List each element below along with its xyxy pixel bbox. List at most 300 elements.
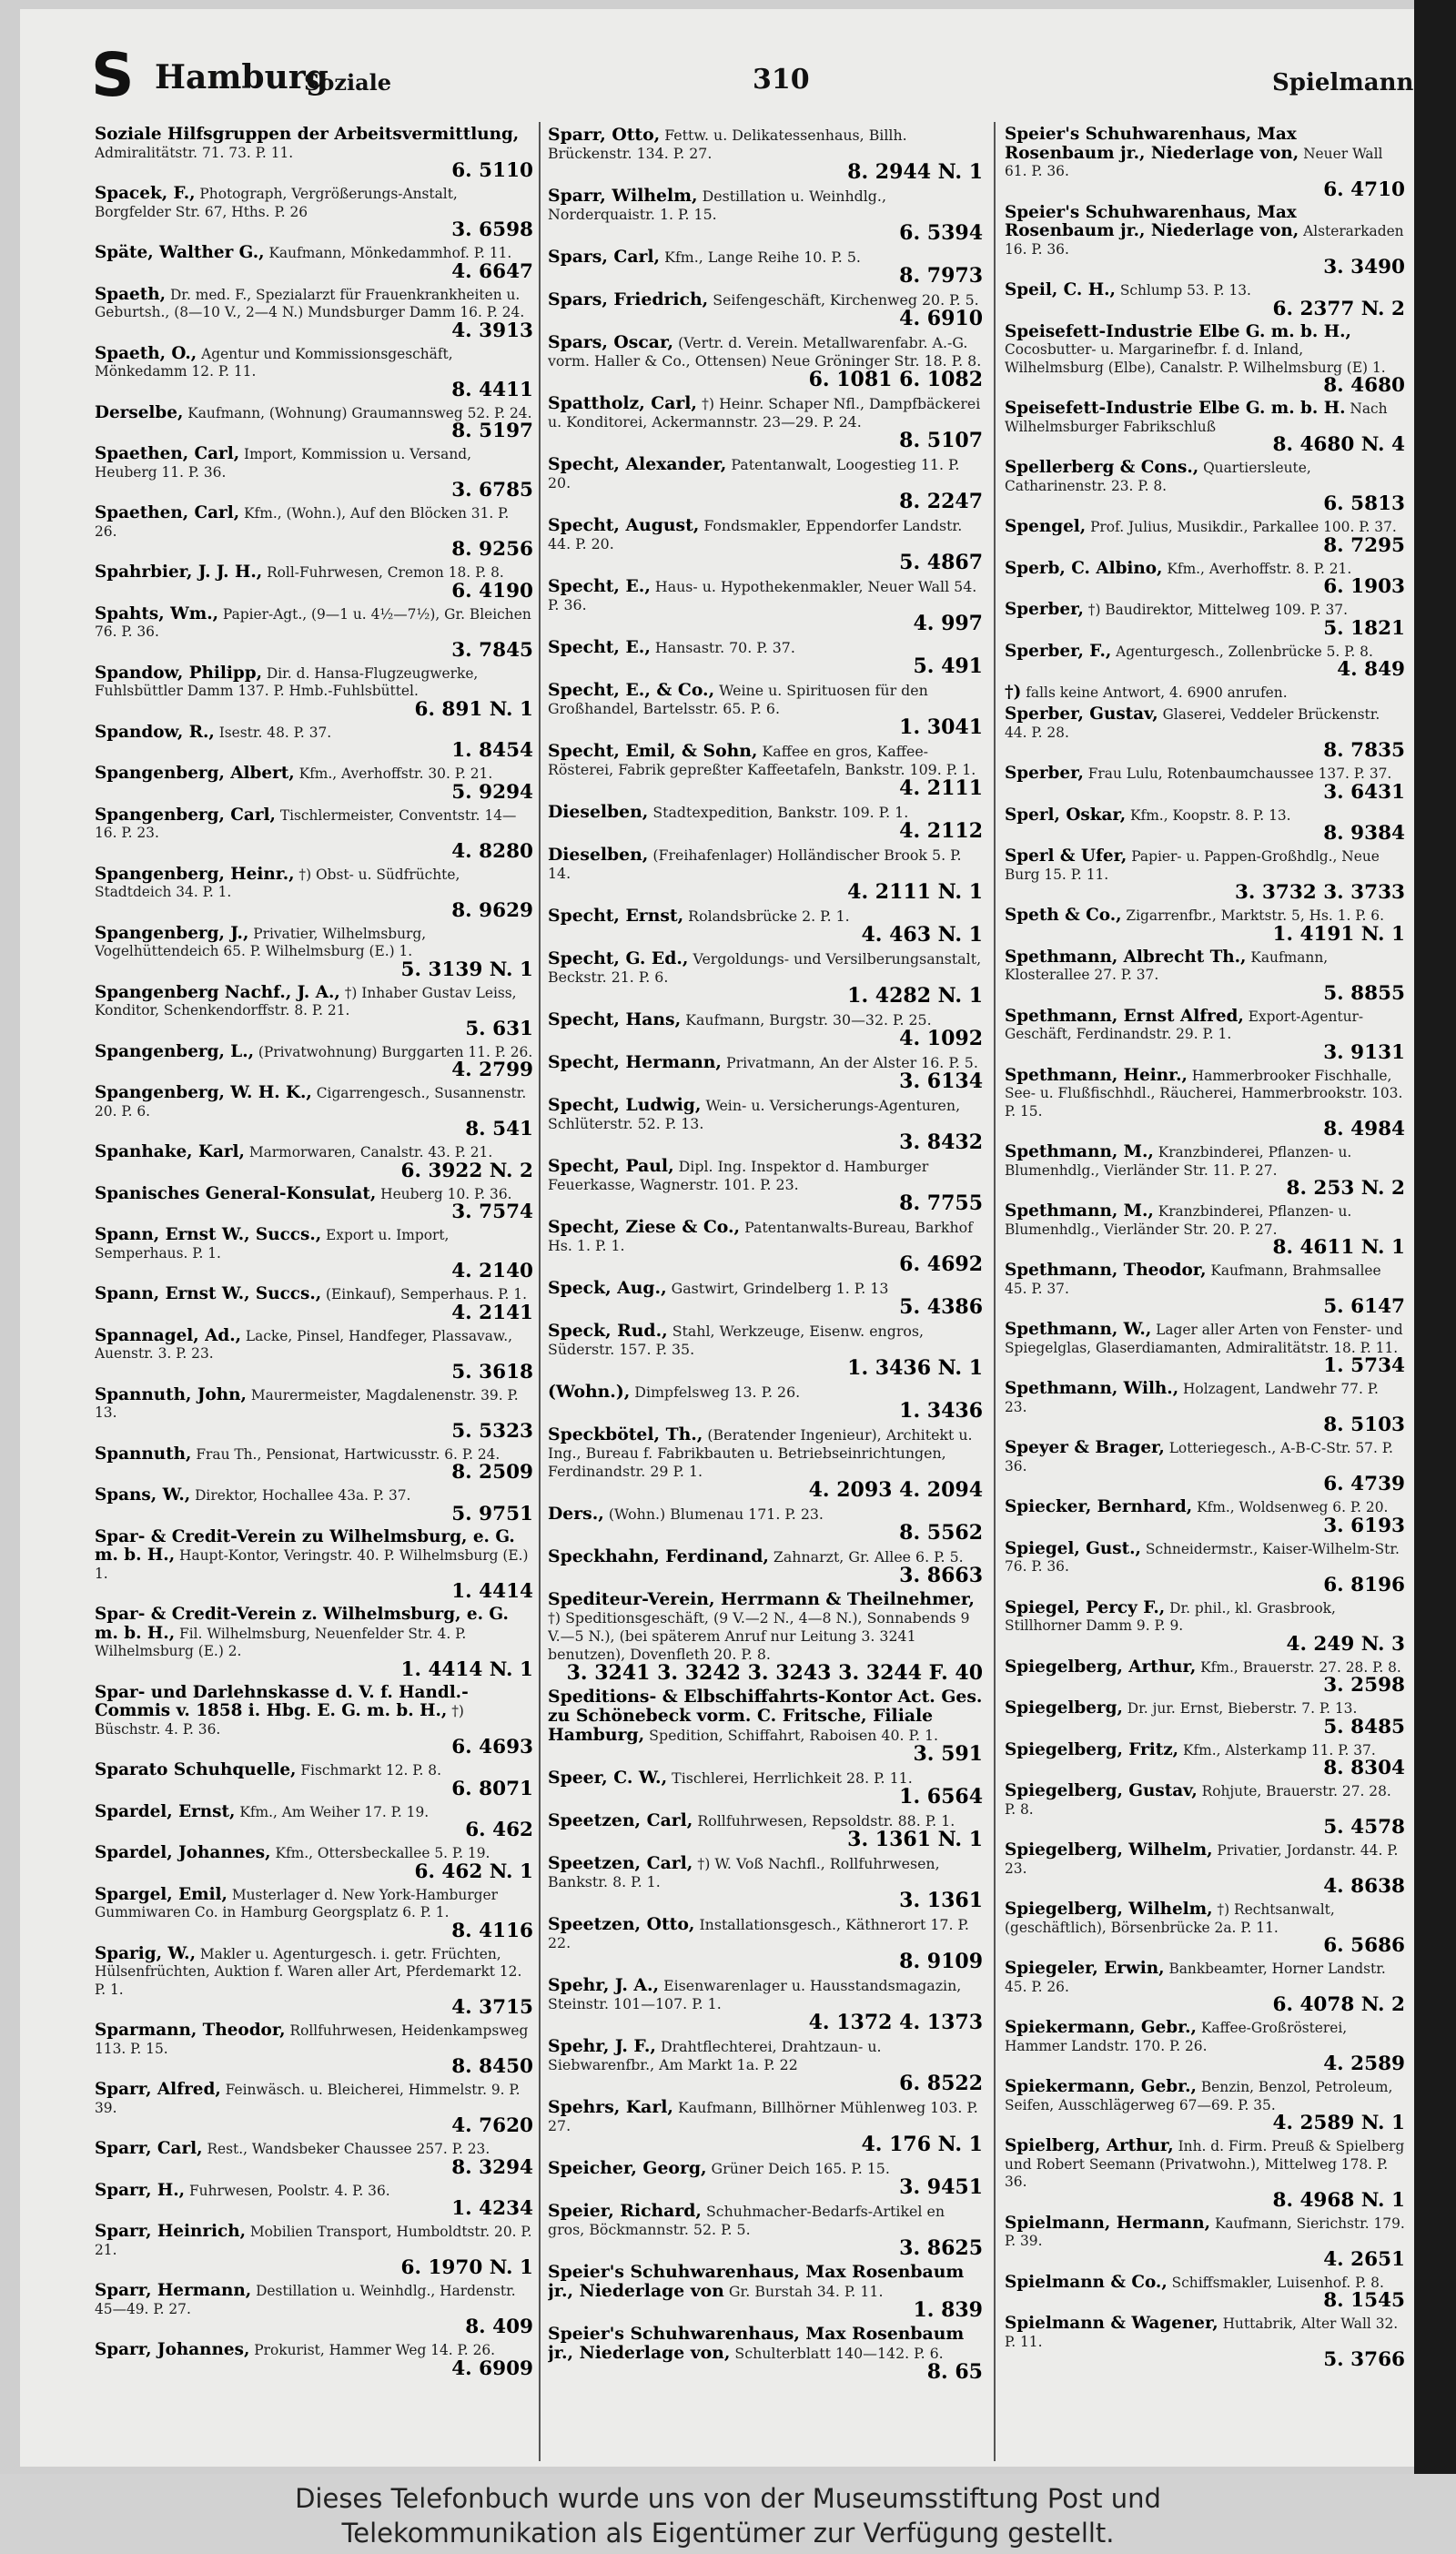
entry-name: Spethmann, Heinr., [1005, 1065, 1188, 1085]
entry-phone-line [1005, 533, 1405, 557]
entry-name: Spiegelberg, Wilhelm, [1005, 1840, 1213, 1860]
entry-phone: 4. 8638 [1323, 1875, 1405, 1898]
entry-name: Spiegelberg, Gustav, [1005, 1781, 1198, 1800]
entry-name: Sperber, F., [1005, 641, 1112, 661]
entry-name: Specht, Alexander, [548, 454, 727, 474]
directory-entry [95, 866, 533, 922]
entry-details: Kfm., (Wohn.), Auf den Blöcken 31. P. 26. [95, 505, 510, 540]
entry-name: Spethmann, Theodor, [1005, 1261, 1207, 1280]
entry-details: Papier-Agt., (9—1 u. 4½—7½), Gr. Bleichen 76. P. 36. [95, 605, 531, 640]
entry-phone-line [95, 697, 533, 721]
entry-name: Spaeth, O., [95, 343, 197, 363]
entry-phone: 1. 6564 [899, 1785, 983, 1809]
directory-page [20, 9, 1414, 2467]
city-title: Hamburg [155, 58, 329, 96]
entry-name: Speck, Rud., [548, 1321, 668, 1341]
entry-phone: 4. 3913 [451, 319, 533, 342]
entry-phone: 4. 2589 [1323, 2052, 1405, 2075]
entry-name: Derselbe, [95, 402, 184, 422]
entry-details: Kaufmann, Mönkedammhof. P. 11. [268, 245, 512, 261]
entry-details: (Vertr. d. Verein. Metallwarenfabr. A.-G. vorm. Haller & Co., Ottensen) Neue Gröninger Str. 18. P. 8. [548, 334, 982, 370]
entry-name: Spardel, Ernst, [95, 1801, 236, 1821]
directory-entry [548, 1976, 983, 2033]
entry-phone-line [548, 160, 983, 184]
entry-phone: 1. 5734 [1323, 1354, 1405, 1377]
entry-phone: 1. 4282 N. 1 [847, 984, 983, 1008]
entry-phone: 4. 249 N. 3 [1286, 1632, 1405, 1656]
entry-phone: 1. 4234 [451, 2197, 533, 2220]
directory-entry [95, 2081, 533, 2137]
entry-phone: 8. 541 [465, 1118, 533, 1140]
entry-phone: 5. 3618 [451, 1360, 533, 1383]
entry-phone: 8. 5103 [1323, 1414, 1405, 1436]
directory-entry [1005, 518, 1405, 556]
entry-phone: 4. 6647 [451, 259, 533, 283]
directory-entry [1005, 400, 1405, 456]
entry-details: Schiffsmakler, Luisenhof. P. 8. [1171, 2274, 1384, 2291]
entry-name: Spethmann, M., [1005, 1201, 1154, 1221]
entry-details: Glaserei, Veddeler Brückenstr. 44. P. 28. [1005, 706, 1380, 741]
directory-entry [1005, 204, 1405, 279]
entry-name: Speicher, Georg, [548, 2158, 707, 2178]
entry-name: Sparr, Johannes, [95, 2340, 250, 2359]
entry-details: Quartiersleute, Catharinenstr. 23. P. 8. [1005, 460, 1311, 494]
entry-phone: 8. 253 N. 2 [1286, 1177, 1405, 1200]
entry-phone-line [1005, 492, 1405, 515]
entry-details: Privatier, Jordanstr. 44. P. 23. [1005, 1842, 1399, 1877]
entry-phone: 3. 7845 [451, 638, 533, 662]
entry-details: Privatmann, An der Alster 16. P. 5. [726, 1054, 978, 1071]
directory-entry [548, 907, 983, 946]
entry-name: Spehrs, Karl, [548, 2097, 673, 2117]
entry-details: Agenturgesch., Zollenbrücke 5. P. 8. [1116, 643, 1373, 660]
entry-name: Spangenberg, W. H. K., [95, 1083, 312, 1102]
entry-phone: 6. 8522 [899, 2072, 983, 2095]
entry-name: Spangenberg Nachf., J. A., [95, 982, 340, 1002]
entry-details: Dir. d. Hansa-Flugzeugwerke, Fuhlsbüttler Damm 137. P. Hmb.-Fuhlsbüttel. [95, 664, 479, 699]
entry-details: †) Speditionsgeschäft, (9 V.—2 N., 4—8 N.), Sonnabends 9 V.—5 N.), (bei späterem Anruf nur Leitung 3. 3241 benutzen), Dovenfleth 20. P. 8. [548, 1609, 970, 1663]
entry-phone-line [1005, 297, 1405, 320]
entry-phone-line [95, 1017, 533, 1040]
entry-name: Spar- & Credit-Verein zu Wilhelmsburg, e. G. m. b. H., [95, 1526, 515, 1565]
entry-name: Spardel, Johannes, [95, 1843, 271, 1862]
entry-name: Speckhahn, Ferdinand, [548, 1546, 769, 1566]
directory-entry [1005, 907, 1405, 945]
directory-entry [95, 445, 533, 502]
entry-name: Spahrbier, J. J. H., [95, 562, 263, 582]
entry-phone: 4. 7620 [451, 2114, 533, 2137]
directory-entry [548, 1157, 983, 1214]
entry-details: Schneidermstr., Kaiser-Wilhelm-Str. 76. P. 36. [1005, 1540, 1400, 1575]
entry-phone-line [548, 1785, 983, 1809]
directory-entry [1005, 643, 1405, 681]
directory-entry [548, 638, 983, 677]
entry-phone-line [1005, 1715, 1405, 1738]
entry-name: Sparr, H., [95, 2180, 186, 2200]
entry-phone-line [95, 1657, 533, 1681]
entry-phone-line [95, 159, 533, 182]
entry-name: Specht, E., & Co., [548, 680, 715, 700]
entry-details: Cocosbutter- u. Margarinefbr. f. d. Inland, Wilhelmsburg (Elbe), Canalstr. P. Wilhelmsburg (E) 1. [1005, 341, 1386, 376]
entry-phone: 8. 5107 [899, 429, 983, 452]
directory-entry [548, 1425, 983, 1501]
entry-phone-line [548, 1191, 983, 1215]
entry-phone: 5. 3139 N. 1 [400, 958, 533, 981]
entry-details: Neuer Wall 61. P. 36. [1005, 145, 1383, 179]
entry-name: Speetzen, Carl, [548, 1853, 693, 1873]
entry-details: Photograph, Vergrößerungs-Anstalt, Borgfelder Str. 67, Hths. P. 26 [95, 186, 458, 220]
directory-entry [1005, 1262, 1405, 1318]
entry-phone-line [95, 1159, 533, 1182]
directory-entry [1005, 281, 1405, 319]
entry-phone: 3. 6598 [451, 218, 533, 241]
listing-column-1 [95, 126, 533, 2456]
entry-phone: 3. 1361 [899, 1889, 983, 1912]
directory-entry [95, 1226, 533, 1282]
entry-name: Sparr, Wilhelm, [548, 186, 698, 206]
entry-name: Spethmann, Albrecht Th., [1005, 947, 1247, 967]
entry-name: Speisefett-Industrie Elbe G. m. b. H. [1005, 399, 1346, 418]
entry-phone-line [95, 1821, 533, 1841]
entry-details: Export u. Import, Semperhaus. P. 1. [95, 1227, 450, 1262]
entry-name: Spielmann & Wagener, [1005, 2314, 1218, 2333]
page-number: 310 [753, 64, 810, 96]
entry-phone-line [95, 1461, 533, 1484]
entry-phone: 3. 7574 [451, 1201, 533, 1223]
entry-phone-line [95, 2256, 533, 2279]
directory-entry [1005, 1143, 1405, 1200]
entry-phone-line [1005, 177, 1405, 201]
entry-phone-line [1005, 1236, 1405, 1259]
entry-phone: 6. 4739 [1323, 1473, 1405, 1495]
entry-phone-line [548, 1952, 983, 1972]
entry-phone: 8. 7295 [1323, 533, 1405, 557]
entry-phone: 1. 3436 N. 1 [847, 1356, 983, 1380]
entry-phone-line [95, 538, 533, 561]
entry-phone-line [1005, 1993, 1405, 2016]
entry-details: Vergoldungs- und Versilberungsanstalt, Beckstr. 21. P. 6. [548, 950, 982, 986]
entry-phone-line [548, 2236, 983, 2260]
directory-entry [1005, 1202, 1405, 1259]
entry-details: Wein- u. Versicherungs-Agenturen, Schlüterstr. 52. P. 13. [548, 1097, 961, 1132]
entry-name: Specht, Ludwig, [548, 1095, 702, 1115]
entry-phone-line [1005, 780, 1405, 804]
entry-details: Eisenwarenlager u. Hausstandsmagazin, Steinstr. 101—107. P. 1. [548, 1977, 962, 2012]
directory-entry [1005, 847, 1405, 904]
entry-phone-line [1005, 258, 1405, 279]
entry-phone: 8. 5562 [899, 1521, 983, 1545]
entry-phone-line [95, 1860, 533, 1883]
directory-entry [95, 404, 533, 442]
entry-phone: 3. 9131 [1323, 1040, 1405, 1064]
entry-details: †) Rechtsanwalt, (geschäftlich), Börsenbrücke 2a. P. 11. [1005, 1901, 1335, 1936]
entry-name: Spethmann, Ernst Alfred, [1005, 1006, 1244, 1026]
entry-details: Makler u. Agenturgesch. i. getr. Früchten, Hülsenfrüchten, Auktion f. Waren aller Art, Pferdemarkt 12. P. 1. [95, 1945, 522, 1998]
entry-phone-line [548, 2013, 983, 2033]
entry-phone: 1. 4414 [451, 1580, 533, 1603]
entry-name: Spielberg, Arthur, [1005, 2136, 1174, 2155]
entry-details: Frau Lulu, Rotenbaumchaussee 137. P. 37. [1087, 765, 1392, 782]
entry-phone-line [1005, 1514, 1405, 1537]
entry-phone: 4. 6910 [899, 307, 983, 330]
entry-phone-line [548, 221, 983, 245]
directory-entry [95, 806, 533, 863]
entry-details: Dimpfelsweg 13. P. 26. [634, 1383, 801, 1401]
directory-entry [548, 1218, 983, 1275]
entry-phone: 3. 8625 [899, 2236, 983, 2260]
entry-phone: 4. 1092 [899, 1027, 983, 1050]
entry-details: Kaufmann, Sierichstr. 179. P. 39. [1005, 2214, 1405, 2249]
entry-name: Spaethen, Carl, [95, 444, 240, 463]
entry-phone: 4. 2141 [451, 1301, 533, 1324]
entry-phone-line [1005, 616, 1405, 640]
entry-name: Speisefett-Industrie Elbe G. m. b. H., [1005, 321, 1351, 341]
entry-phone: 4. 2651 [1323, 2247, 1405, 2271]
entry-phone-line [548, 715, 983, 739]
entry-phone: 8. 2509 [451, 1461, 533, 1484]
entry-phone-line [95, 958, 533, 981]
directory-entry [1005, 1699, 1405, 1738]
entry-details: Kfm., Am Weiher 17. P. 19. [239, 1803, 430, 1820]
entry-phone: 4. 2112 [899, 819, 983, 843]
entry-phone-line [548, 1521, 983, 1545]
entry-phone: 5. 8855 [1323, 981, 1405, 1005]
directory-entry [1005, 1498, 1405, 1536]
entry-details: Destillation u. Weinhdlg., Hardenstr. 45—49. P. 27. [95, 2283, 516, 2317]
entry-details: Agentur und Kommissionsgeschäft, Mönkedamm 12. P. 11. [95, 345, 453, 380]
directory-entry [1005, 705, 1405, 762]
entry-details: Tischlermeister, Conventstr. 14—16. P. 23. [95, 806, 517, 841]
entry-name: Spannuth, John, [95, 1384, 247, 1404]
entry-phone-line [95, 1301, 533, 1324]
directory-entry [1005, 1960, 1405, 2016]
entry-phone-line [95, 1777, 533, 1800]
entry-details: Maurermeister, Magdalenenstr. 39. P. 13. [95, 1386, 519, 1421]
entry-phone: 3. 8663 [899, 1564, 983, 1587]
entry-phone-line [548, 431, 983, 451]
entry-phone: 8. 4984 [1323, 1118, 1405, 1140]
entry-phone-line [1005, 2348, 1405, 2371]
directory-entry [1005, 2315, 1405, 2371]
entry-name: Spacek, F., [95, 184, 196, 203]
directory-entry [95, 286, 533, 342]
entry-details: Patentanwalt, Loogestieg 11. P. 20. [548, 456, 960, 492]
entry-phone-line [95, 1580, 533, 1603]
entry-phone: 4. 2111 [899, 776, 983, 800]
entry-details: Installationsgesch., Käthnerort 17. P. 22. [548, 1916, 969, 1951]
entry-phone: 6. 1903 [1323, 575, 1405, 598]
directory-entry [548, 1590, 983, 1684]
directory-entry [548, 1915, 983, 1972]
entry-phone: 6. 462 [465, 1819, 533, 1841]
directory-entry [1005, 459, 1405, 515]
entry-details: Schlump 53. P. 13. [1119, 282, 1251, 299]
entry-phone-line [548, 370, 983, 390]
entry-phone-line [1005, 822, 1405, 845]
entry-details: Hansastr. 70. P. 37. [654, 639, 795, 656]
entry-name: Spann, Ernst W., Succs., [95, 1284, 322, 1303]
entry-name: Spiegelberg, Wilhelm, [1005, 1900, 1213, 1919]
entry-name: Speier's Schuhwarenhaus, Max Rosenbaum jr., Niederlage von [548, 2262, 965, 2301]
entry-name: Spiekermann, Gebr., [1005, 2077, 1197, 2096]
entry-name: Sperber, Gustav, [1005, 704, 1158, 724]
entry-phone-line [1005, 658, 1405, 681]
entry-details: Kaufmann, Klosterallee 27. P. 37. [1005, 948, 1329, 983]
entry-phone: 5. 1821 [1323, 616, 1405, 640]
entry-details: falls keine Antwort, 4. 6900 anrufen. [1026, 684, 1288, 701]
entry-name: Spengel, [1005, 517, 1087, 536]
directory-entry [548, 1687, 983, 1765]
entry-phone: 4. 3715 [451, 1996, 533, 2019]
entry-details: Rest., Wandsbeker Chaussee 257. P. 23. [207, 2141, 490, 2157]
entry-details: Rolandsbrücke 2. P. 1. [688, 907, 850, 925]
entry-details: Kaffee en gros, Kaffee-Rösterei, Fabrik gepreßter Kaffeetafeln, Bankstr. 109. P. 1. [548, 743, 976, 778]
entry-name: Specht, Hermann, [548, 1052, 722, 1072]
entry-phone: 6. 5686 [1323, 1934, 1405, 1957]
entry-name: Speetzen, Otto, [548, 1914, 695, 1934]
directory-entry [95, 984, 533, 1040]
entry-phone-line [548, 776, 983, 800]
entry-phone-line [548, 1130, 983, 1154]
directory-entry [548, 846, 983, 903]
listing-column-3 [1005, 126, 1405, 2456]
entry-details: Spedition, Schiffahrt, Raboisen 40. P. 1. [649, 1727, 939, 1744]
directory-entry [95, 925, 533, 981]
entry-name: Specht, E., [548, 637, 651, 657]
directory-entry [1005, 323, 1405, 397]
entry-details: Direktor, Hochallee 43a. P. 37. [195, 1487, 411, 1504]
entry-phone: 4. 2093 4. 2094 [808, 1478, 983, 1502]
section-word: Soziale [304, 69, 392, 96]
entry-phone-line [1005, 374, 1405, 397]
page-edge-shadow [1414, 0, 1456, 2474]
entry-details: Kfm., Averhoffstr. 8. P. 21. [1167, 560, 1352, 577]
entry-phone: 6. 5813 [1323, 492, 1405, 515]
entry-phone: 3. 9451 [899, 2175, 983, 2199]
entry-phone-line [1005, 1875, 1405, 1898]
entry-name: Ders., [548, 1504, 604, 1524]
entry-phone: 8. 8450 [451, 2055, 533, 2078]
entry-details: Isestr. 48. P. 37. [218, 724, 332, 741]
entry-details: Kfm., Brauerstr. 27. 28. P. 8. [1200, 1658, 1401, 1676]
directory-entry [548, 516, 983, 573]
entry-details: Fettw. u. Delikatessenhaus, Billh. Brückenstr. 134. P. 27. [548, 127, 907, 162]
entry-name: Spars, Carl, [548, 247, 661, 267]
directory-entry [548, 803, 983, 842]
directory-entry [95, 1185, 533, 1223]
entry-phone-line [548, 1399, 983, 1423]
entry-details: Prokurist, Hammer Weg 14. P. 26. [254, 2342, 496, 2358]
entry-name: Spielmann & Co., [1005, 2272, 1168, 2292]
entry-details: Dr. phil., kl. Grasbrook, Stillhorner Damm 9. P. 9. [1005, 1599, 1336, 1634]
entry-phone-line [548, 492, 983, 512]
directory-entry [548, 2202, 983, 2259]
entry-phone-line [1005, 2247, 1405, 2271]
entry-details: Kfm., Woldsenweg 6. P. 20. [1197, 1499, 1389, 1515]
directory-entry [548, 1505, 983, 1544]
entry-phone: 4. 2799 [451, 1059, 533, 1081]
entry-phone: 3. 1361 N. 1 [847, 1828, 983, 1851]
directory-entry [1005, 1782, 1405, 1839]
directory-entry [95, 1285, 533, 1323]
entry-details: Dr. jur. Ernst, Bieberstr. 7. P. 13. [1127, 1700, 1358, 1717]
directory-entry [95, 1606, 533, 1680]
entry-name: Spangenberg, Albert, [95, 764, 295, 783]
entry-phone: 8. 4968 N. 1 [1272, 2188, 1405, 2212]
directory-entry [95, 1486, 533, 1525]
entry-details: Lager aller Arten von Fenster- und Spiegelglas, Glaserdiamanten, Admiralitätstr. 18. P. 11. [1005, 1322, 1403, 1356]
entry-phone-line [95, 2114, 533, 2137]
entry-phone-line [548, 2135, 983, 2155]
entry-name: Dieselben, [548, 802, 649, 822]
entry-phone-line [548, 1252, 983, 1276]
entry-name: Spandow, Philipp, [95, 663, 262, 683]
entry-name: Spiegel, Percy F., [1005, 1597, 1166, 1617]
entry-phone-line [1005, 1354, 1405, 1377]
entry-name: Spangenberg, L., [95, 1041, 255, 1061]
entry-details: Mobilien Transport, Humboldtstr. 20. P. 21. [95, 2224, 532, 2258]
directory-entry [1005, 1741, 1405, 1779]
archive-notice [0, 2474, 1456, 2554]
entry-details: Schuhmacher-Bedarfs-Artikel en gros, Böckmannstr. 52. P. 5. [548, 2203, 945, 2238]
directory-entry [95, 724, 533, 762]
entry-name: Spaethen, Carl, [95, 503, 240, 522]
directory-entry [1005, 948, 1405, 1005]
entry-name: Sperb, C. Albino, [1005, 558, 1163, 578]
directory-entry [1005, 806, 1405, 845]
entry-phone: 3. 3241 3. 3242 3. 3243 3. 3244 F. 40 [566, 1661, 983, 1685]
entry-phone: 6. 4693 [451, 1736, 533, 1758]
directory-entry [548, 742, 983, 799]
directory-entry [95, 345, 533, 401]
entry-phone-line [95, 2155, 533, 2179]
directory-entry [548, 1053, 983, 1092]
entry-name: Soziale Hilfsgruppen der Arbeitsvermittlung, [95, 126, 520, 144]
directory-entry [548, 455, 983, 512]
entry-name: Sparr, Hermann, [95, 2281, 252, 2300]
entry-name: Spehr, J. F., [548, 2036, 656, 2056]
entry-phone: 6. 4190 [451, 579, 533, 603]
entry-name: Spiegeler, Erwin, [1005, 1959, 1165, 1978]
entry-phone: 4. 1372 4. 1373 [808, 2011, 983, 2034]
entry-details: Kfm., Lange Reihe 10. P. 5. [664, 248, 861, 266]
entry-name: Speier's Schuhwarenhaus, Max Rosenbaum jr., Niederlage von, [1005, 126, 1299, 163]
entry-phone: 3. 6785 [451, 479, 533, 502]
entry-phone-line [95, 218, 533, 241]
directory-entry [548, 949, 983, 1007]
entry-details: Kaufmann, (Wohnung) Graumannsweg 52. P. 24. [187, 404, 532, 421]
directory-entry [1005, 1540, 1405, 1596]
directory-entry [1005, 684, 1405, 703]
entry-phone-line [548, 1661, 983, 1685]
entry-name: Spar- & Credit-Verein z. Wilhelmsburg, e. G. m. b. H., [95, 1605, 509, 1643]
entry-phone-line [548, 2360, 983, 2384]
entry-phone: 6. 8196 [1323, 1573, 1405, 1596]
entry-details: (Einkauf), Semperhaus. P. 1. [326, 1286, 527, 1302]
entry-phone: 8. 9256 [451, 538, 533, 561]
directory-entry [1005, 2019, 1405, 2075]
entry-phone: 5. 5323 [451, 1419, 533, 1443]
entry-phone-line [1005, 1416, 1405, 1436]
entry-phone-line [548, 1478, 983, 1502]
directory-entry [1005, 1841, 1405, 1898]
directory-entry [95, 1043, 533, 1081]
entry-phone-line [95, 1360, 533, 1383]
entry-details: Rollfuhrwesen, Heidenkampsweg 113. P. 15. [95, 2022, 529, 2057]
entry-name: Speer, C. W., [548, 1768, 668, 1788]
entry-details: Lotteriegesch., A-B-C-Str. 57. P. 36. [1005, 1440, 1393, 1475]
directory-entry [95, 1844, 533, 1882]
